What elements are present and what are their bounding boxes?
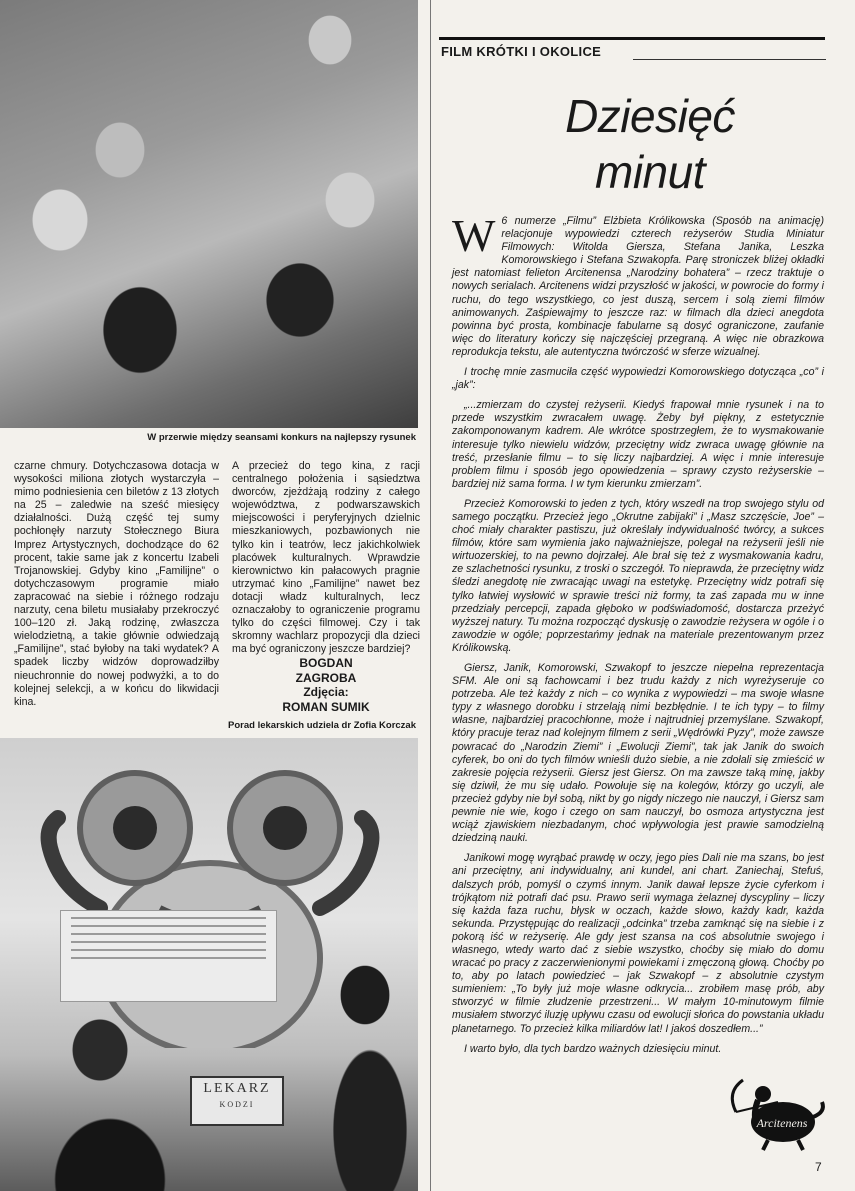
article-paragraph-6: Janikowi mogę wyrąbać prawdę w oczy, jego pies Dali nie ma szans, bo jest ani przeciętny, ani indywidualny, ani kundel, ani chart. Zaniechaj, Stefuś, dalszych prób, pomyśl o czymś innym. Janik dawał lepsze życie cyferkom i trójkątom niż potrafi dać psu. Prawo serii wymaga żelaznej dyscypliny – liczy się każda faza ruchu, błysk w oczach, każde słowo, każdy kadr, każda sekunda. Przystępując do realizacji „odcinka” trzeba zamknąć się na siebie i z pokorą iść w reżyserię. Ale gdy jest szansa na coś absolutnie swojego i własnego, wtedy warto dać z siebie wszystko, choćby się miało do domu wracać po pracy z zaczerwienionymi powiekami i zmęczoną głową. Choćby po to, aby po latach powiedzieć – jak Szwakopf – z absolutnie czystym sumieniem: „To były już moje własne odkrycia... zrobiłem masę prób, aby stworzyć w filmie złudzenie przestrzeni... W małym 10-minutowym filmie musiałem stworzyć iluzję upływu czasu od ewolucji słońca do powstania układu planetarnego. To przecież kilka miliardów lat! I jakoś doszedłem...”: [452, 852, 824, 1035]
photo-credit-label: Zdjęcia:: [303, 685, 349, 699]
bottom-photo-caption: Porad lekarskich udziela dr Zofia Korczak: [228, 720, 416, 731]
author-name-last: ZAGROBA: [295, 670, 357, 685]
kicker-rule: [633, 59, 826, 60]
headline-line2: minut: [595, 146, 705, 198]
article-paragraph-3: „...zmierzam do czystej reżyserii. Kiedyś frapował mnie rysunek i na to przede wszystkim zwracałem uwagę. Żeby był piękny, z estetycznie zakomponowanym kadrem. Ale wkrótce spostrzegłem, że to wysmakowanie interesuje tylko niewielu widzów, przeciętny widz zwraca uwagę głównie na treść, przesłanie filmu – to się liczy najbardziej. A więc i mnie interesuje problem filmu i sposób jego opowiedzenia – sprawy czysto reżyserskie – bardziej niż sama forma. I w tym kierunku zmierzam”.: [452, 399, 824, 490]
photo-doctor-figure: [30, 1010, 200, 1191]
top-photo-caption: W przerwie między seansami konkurs na najlepszy rysunek: [147, 432, 416, 443]
dropcap: W: [452, 210, 496, 261]
article-paragraph-1: W 6 numerze „Filmu” Elżbieta Królikowska (Sposób na animację) relacjonuje wypowiedzi czterech reżyserów Studia Miniatur Filmowych: Witolda Giersza, Stefana Janika, Leszka Komorowskiego i Stefana Szwakopfa. Parę stroniczek bliżej okładki jest natomiast felieton Arcitenensa „Narodziny bohatera” – rzecz traktuje o nowych serialach. Arcitenens widzi przyszłość w jakości, w powrocie do formy i ruchu, do tego wszystkiego, co jest duszą, sercem i solą ziemi filmów animowanych. Zaśpiewajmy to jeszcze raz: w filmach dla dzieci anegdota powinna być prosta, kombinacje fabularne są dosyć ograniczone, zaufanie więc do literatury kończy się najczęściej przegraną. A więc nie obrazkowa reprodukcja tekstu, ale autentyczna twórczość w sferze wizualnej.: [452, 210, 824, 358]
section-kicker: FILM KRÓTKI I OKOLICE: [441, 44, 602, 59]
wall-poster: [60, 910, 277, 1002]
article-paragraph-4: Przecież Komorowski to jeden z tych, który wszedł na trop swojego stylu od samego początku. Przecież jego „Okrutne zabijaki” i „Masz szczęście, Joe” – choć miały charakter pastiszu, już określały indywidualność twórcy, a sukces filmów, które sam wymienia jako najważniejsze, polegał na reżyserii jeśli nie wirtuozerskiej, to na pewno dojrzałej. Ale brał się też z wysmakowania kadru, ze szlachetności rysunku, z troski o szczegół. To nieprawda, że przeciętny widz śledzi anegdotę nie zwracając uwagi na estetykę. Przeciętny widz potrafi się tylko łatwiej wysłowić w sprawie treści niż formy, ta zaś zapada mu w inne przedziały percepcji, zapada głęboko w podświadomość, dostarcza przeżyć wyższej natury. Tu można rozpocząć dyskusję o zawodzie reżysera w ogóle i o zawodzie w ogóle; poprzestańmy jednak na materiale prezentowanym przez Królikowską.: [452, 497, 824, 654]
article-paragraph-5: Giersz, Janik, Komorowski, Szwakopf to jeszcze niepełna reprezentacja SFM. Ale oni są fachowcami i bez trudu każdy z nich wyreżyseruje co potrzeba. Ale też każdy z nich – co wynika z wypowiedzi – ma swoje własne typy z własnego dorobku i strzelają nimi bezbłędnie. I te ich typy – to filmy własne, najbardziej pracochłonne, może i najtrudniej przemyślane. Szwakopf, który pracuje teraz nad kolejnym filmem z serii „Wędrówki Pyzy”, może zawsze powracać do „Narodzin Ziemi” i „Ewolucji Ziemi”, tak jak Janik do swoich cyferek, bo oni do tych filmów wnieśli dużo siebie, a nie zdołali się zmieścić w zakresie pojęcia reżyserii. Giersz jest Giersz. On ma zawsze taką minę, jakby się dziwił, że mu się udało. Powołuje się na kolegów, którzy go uczyli, ale przecież gdyby nie był sobą, nikt by go nigdy niczego nie nauczył, i Giersz sam pewnie nie wie, kogo i czego on sam nauczył, bo osmoza artystyczna jest wciąż zjawiskiem niezbadanym, choć wpływologia jest prawie samodzielną dziedziną nauki.: [452, 662, 824, 845]
photo-children-drawing: [0, 0, 418, 428]
left-article-col1: czarne chmury. Dotychczasowa dotacja w wysokości miliona złotych wystarczyła – mimo podniesienia cen biletów z 13 złotych na 25 – zaledwie na sześć miesięcy działalności. Dużą część tej sumy pochłonęły narzuty Stołecznego Biura Imprez Artystycznych, dochodzące do 62 procent, takie same jak z koncertu Izabeli Trojanowskiej. Gdyby kino „Familijne” o dotychczasowym programie miało zapracować na siebie i różnego rodzaju narzuty, cena biletu musiałaby przekroczyć 100–120 zł. Jaką rodzinę, zwłaszcza wielodzietną, a takie głównie odwiedzają „Familijne”, stać byłoby na taki wydatek? A spadek liczby widzów doprowadziłby nieuchronnie do nowej podwyżki, a to do kolejnej selekcji, a w końcu do likwidacji kina.: [14, 460, 219, 708]
section-top-rule: [439, 37, 825, 40]
photo-credit-name: ROMAN SUMIK: [282, 699, 370, 714]
svg-text:Arcitenens: Arcitenens: [756, 1116, 808, 1130]
author-name-first: BOGDAN: [299, 656, 353, 670]
column-divider: [430, 0, 431, 1191]
article-paragraph-7: I warto było, dla tych bardzo ważnych dziesięciu minut.: [464, 1042, 722, 1055]
arcitenens-logo: [718, 1072, 828, 1152]
article-paragraph-2: I trochę mnie zasmuciła część wypowiedzi Komorowskiego dotycząca „co” i „jak”:: [452, 366, 824, 392]
photo-mother-child-figure: [310, 950, 418, 1191]
author-credits: [232, 656, 420, 714]
headline-line1: Dziesięć: [565, 90, 735, 142]
article-headline: [500, 88, 800, 200]
page-number: 7: [815, 1160, 822, 1174]
left-article-col2: A przecież do tego kina, z racji centralnego położenia i sąsiedztwa dworców, zjeżdżają rodziny z całego województwa, z podwarszawskich miejscowości i peryferyjnych dzielnic mieszkaniowych, pozbawionych nie tylko kin i teatrów, lecz jakichkolwiek placówek kulturalnych. Wprawdzie kierownictwo kin pałacowych pragnie utrzymać kino „Familijne” nawet bez dotacji władz kulturalnych, lecz oznaczałoby to ograniczenie programu tylko do części filmowej. Czy i tak skromny wachlarz propozycji dla dzieci ma być ograniczony jeszcze bardziej?: [232, 460, 420, 656]
article-body: [452, 210, 824, 1063]
doctor-sign: LEKARZ KODZI: [190, 1076, 284, 1126]
